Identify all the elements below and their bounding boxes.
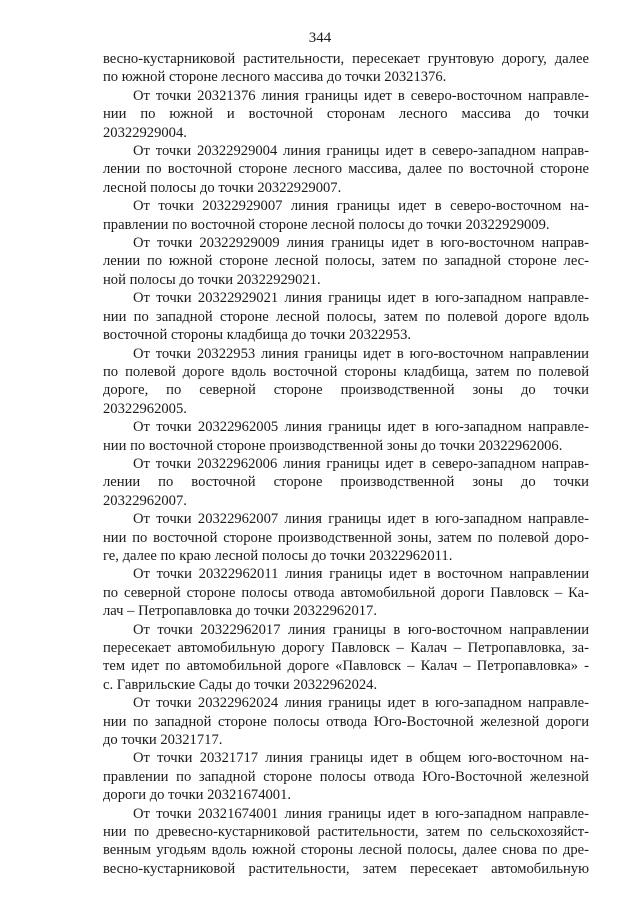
text-line: нии по восточной стороне производственной зоны, затем по полевой доро- (103, 529, 589, 546)
paragraph (103, 621, 589, 695)
text-line: От точки 20321376 линия границы идет в северо-восточном направле- (133, 87, 589, 104)
text-line: лач – Петропавловка до точки 20322962017. (103, 603, 378, 620)
text-line: нии по западной стороне полосы отвода Юго-Восточной железной дороги (103, 713, 589, 730)
text-line: по северной стороне полосы отвода автомобильной дороги Павловск – Ка- (103, 584, 589, 601)
text-line: От точки 20322962005 линия границы идет в юго-западном направле- (133, 419, 589, 436)
paragraph (103, 197, 589, 234)
text-line: пересекает автомобильную дорогу Павловск – Калач – Петропавловка, за- (103, 640, 589, 656)
text-line: весно-кустарниковой растительности, пересекает грунтовую дорогу, далее (103, 51, 589, 67)
text-line: От точки 20322962007 линия границы идет в юго-западном направле- (133, 511, 589, 528)
text-line: От точки 20322929021 линия границы идет в юго-западном направле- (133, 290, 589, 307)
text-line: От точки 20321717 линия границы идет в общем юго-восточном на- (133, 750, 589, 767)
text-line: От точки 20322929009 линия границы идет в юго-восточном направ- (133, 235, 589, 252)
text-line: От точки 20321674001 линия границы идет в юго-западном направле- (133, 805, 589, 822)
text-line: От точки 20322962017 линия границы в юго-восточном направлении (133, 621, 589, 638)
paragraph (103, 510, 589, 565)
text-line: дороги до точки 20321674001. (103, 787, 292, 804)
text-line: ной полосы до точки 20322929021. (103, 271, 321, 288)
page-number: 344 (308, 30, 332, 46)
text-line: лесной полосы до точки 20322929007. (103, 179, 342, 196)
text-line: ге, далее по краю лесной полосы до точки 20322962011. (103, 547, 453, 564)
text-line: правлении по западной стороне полосы отвода Юго-Восточной железной (103, 768, 589, 785)
paragraph (103, 345, 589, 419)
paragraph (103, 87, 589, 142)
text-line: От точки 20322953 линия границы идет в юго-восточном направлении (133, 345, 589, 362)
paragraph (103, 234, 589, 289)
text-line: нии по южной и восточной сторонам лесного массива до точки (103, 106, 589, 123)
text-line: лении по восточной стороне лесного массива, далее по восточной стороне (103, 161, 589, 178)
text-line: по южной стороне лесного массива до точки 20321376. (103, 69, 447, 86)
text-line: От точки 20322929007 линия границы идет в северо-восточном на- (133, 198, 589, 215)
paragraph (103, 418, 589, 455)
text-line: 20322929004. (103, 124, 187, 141)
text-line: 20322962005. (103, 400, 187, 417)
text-line: до точки 20321717. (103, 732, 223, 749)
text-line: тем идет по автомобильной дороге «Павловск – Калач – Петропавловка» - (103, 658, 589, 675)
text-line: 20322962007. (103, 492, 187, 509)
paragraph (103, 694, 589, 749)
text-line: нии по восточной стороне производственной зоны до точки 20322962006. (103, 437, 563, 454)
paragraph (103, 805, 589, 879)
text-line: дороге, по северной стороне производственной зоны до точки (103, 382, 589, 399)
text-line: лении по восточной стороне производственной зоны до точки (103, 474, 589, 491)
text-line: нии по западной стороне лесной полосы, затем по полевой дороге вдоль (103, 308, 589, 325)
text-line: восточной стороны кладбища до точки 20322953. (103, 327, 412, 344)
text-line: От точки 20322962006 линия границы идет в северо-западном направ- (133, 455, 589, 472)
paragraph (103, 455, 589, 510)
text-line: нии по древесно-кустарниковой растительности, затем по сельскохозяйст- (103, 824, 589, 841)
paragraph (103, 749, 589, 804)
paragraph (103, 565, 589, 620)
text-line: лении по южной стороне лесной полосы, затем по западной стороне лес- (103, 253, 589, 270)
paragraph (103, 50, 589, 87)
text-line: От точки 20322962024 линия границы идет в юго-западном направле- (133, 695, 589, 712)
document-body (103, 50, 589, 878)
text-line: От точки 20322962011 линия границы идет в восточном направлении (133, 566, 589, 583)
paragraph (103, 142, 589, 197)
text-line: правлении по восточной стороне лесной полосы до точки 20322929009. (103, 216, 550, 233)
text-line: с. Гаврильские Сады до точки 20322962024. (103, 676, 378, 693)
text-line: весно-кустарниковой растительности, затем пересекает автомобильную (103, 860, 589, 877)
text-line: От точки 20322929004 линия границы идет в северо-западном направ- (133, 143, 589, 160)
text-line: по полевой дороге вдоль восточной стороны кладбища, затем по полевой (103, 363, 589, 380)
paragraph (103, 289, 589, 344)
text-line: венным угодьям вдоль южной стороны лесной полосы, далее снова по дре- (103, 842, 589, 859)
